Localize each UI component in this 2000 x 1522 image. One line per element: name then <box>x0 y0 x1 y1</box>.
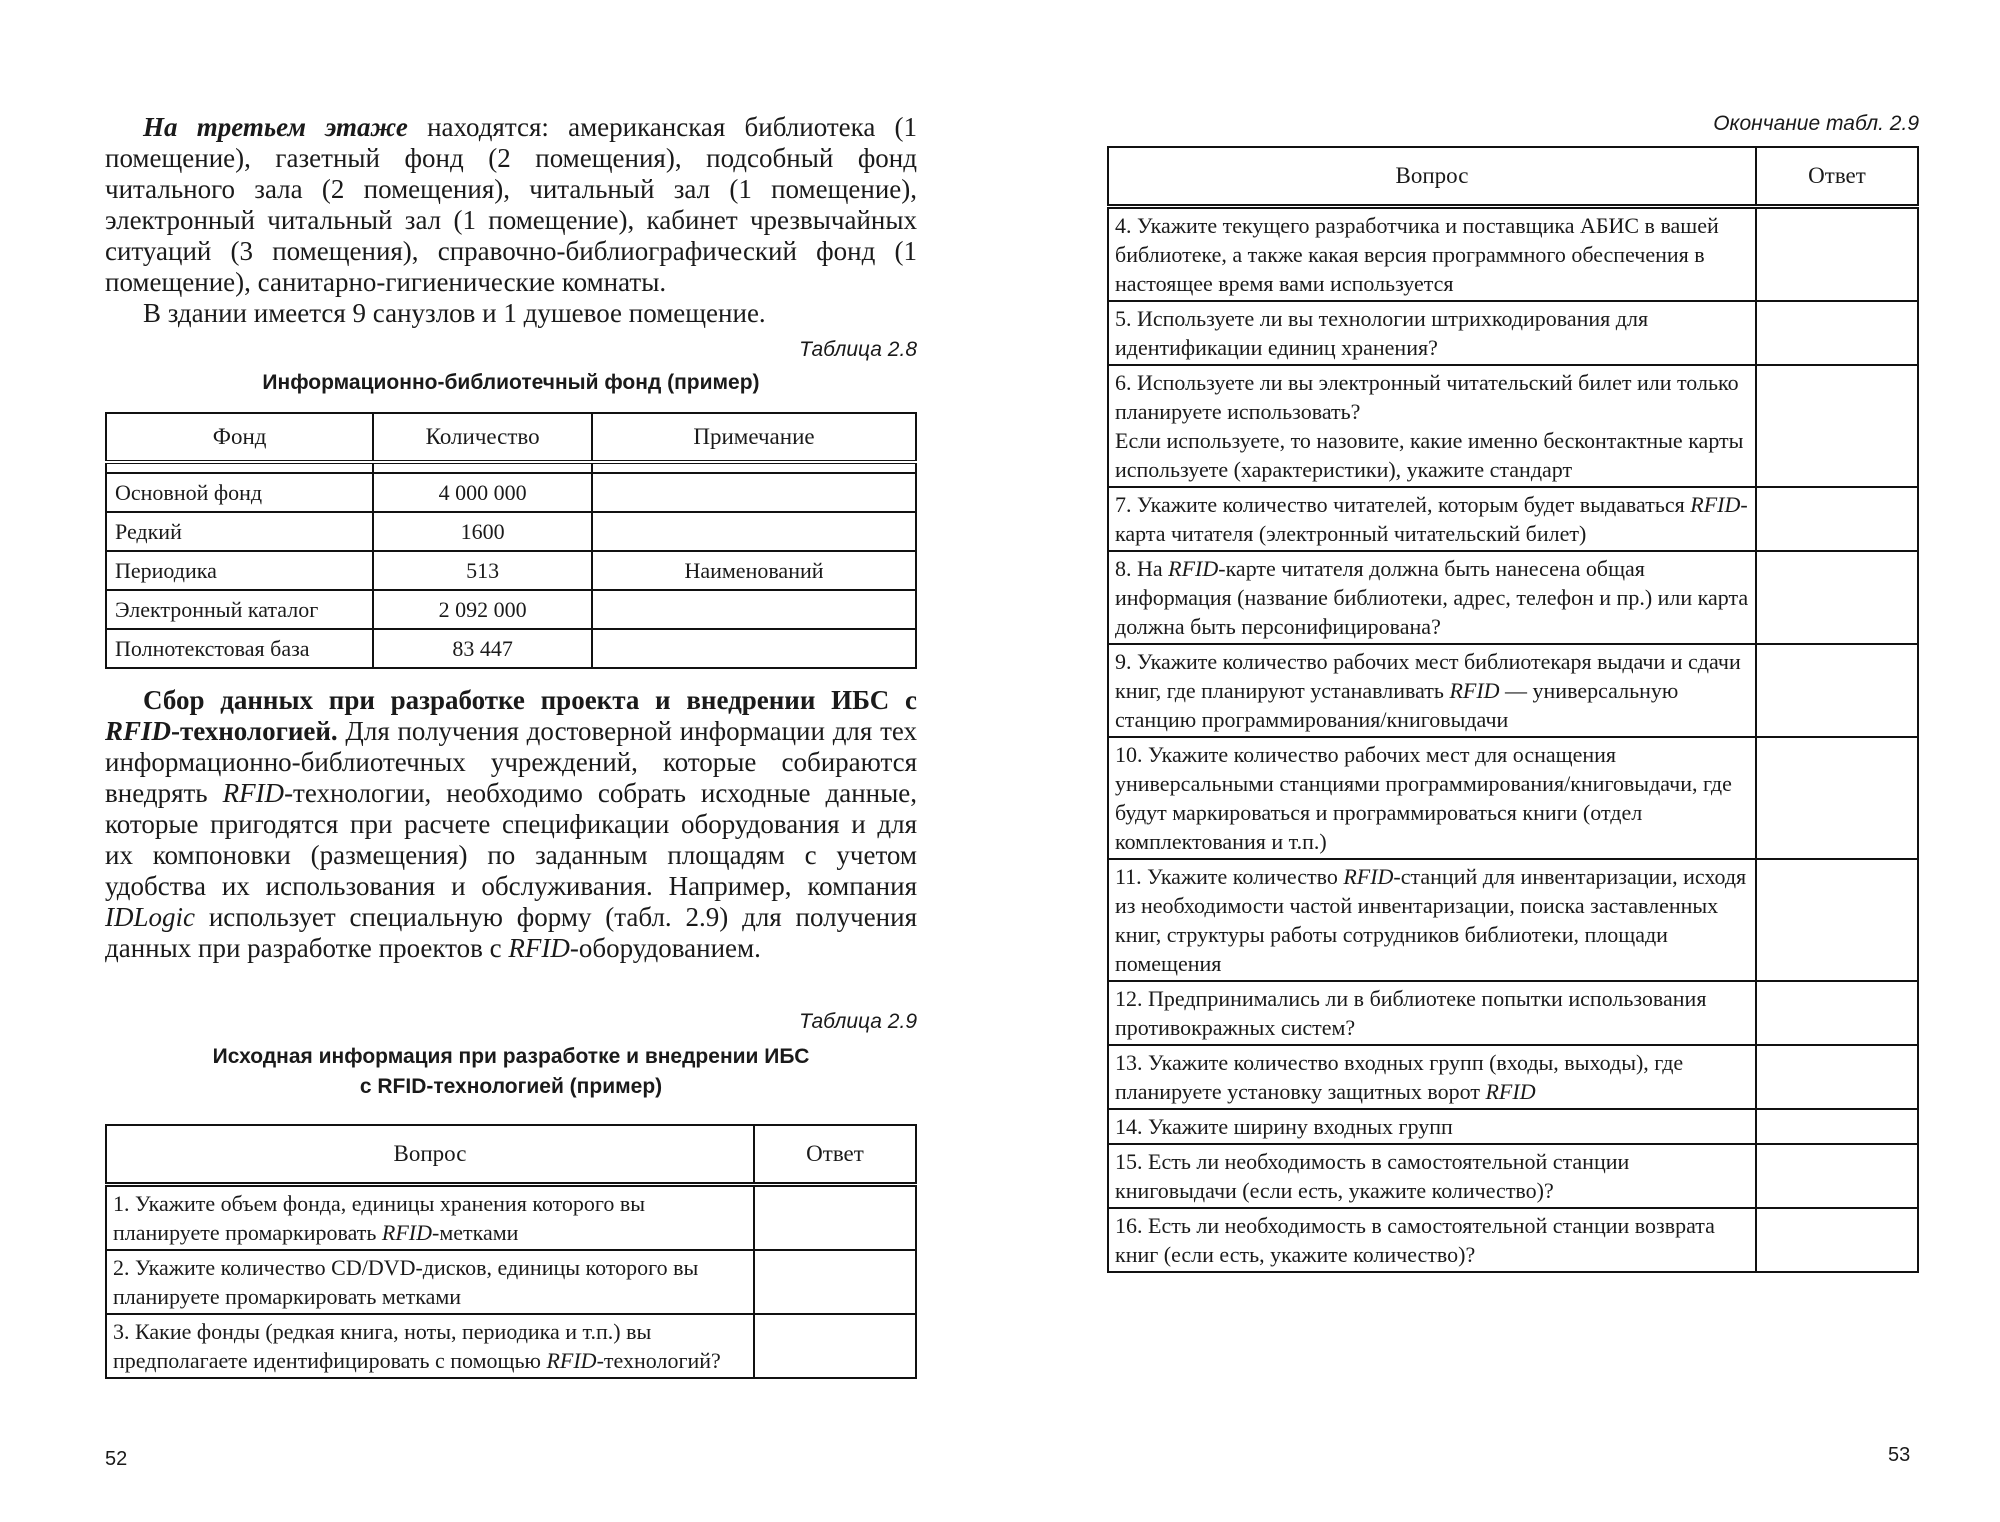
answer-cell[interactable] <box>1756 487 1918 551</box>
question-text: 14. Укажите ширину входных групп <box>1115 1114 1453 1139</box>
fund-cell-name: Полнотекстовая база <box>106 629 373 668</box>
qa-table-left <box>105 1124 917 1379</box>
question-text: 8. На <box>1115 556 1169 581</box>
answer-cell[interactable] <box>1756 859 1918 981</box>
question-text: -станций для инвентаризации, исходя из необходимости частой инвентаризации, поиска заставленных книг, структуры работы сотрудников библиотеки, площади помещения <box>1115 864 1747 976</box>
answer-cell[interactable] <box>1756 1045 1918 1109</box>
qa-left-header-answer: Ответ <box>754 1125 916 1185</box>
question-cell <box>106 1185 754 1251</box>
question-cell <box>1108 551 1756 644</box>
answer-cell[interactable] <box>1756 301 1918 365</box>
table-2-9-block <box>105 1010 917 1379</box>
question-text: 11. Укажите количество <box>1115 864 1344 889</box>
table-2-9-title <box>105 1042 917 1102</box>
question-rfid-term: RFID <box>1690 492 1741 517</box>
fund-table-body <box>106 462 916 668</box>
paragraph-sanitary: В здании имеется 9 санузлов и 1 душевое помещение. <box>143 298 766 328</box>
left-text-block-2 <box>105 685 917 964</box>
question-row <box>1108 551 1918 644</box>
answer-cell[interactable] <box>1756 365 1918 487</box>
question-row <box>1108 1109 1918 1144</box>
table-2-9-caption: Таблица 2.9 <box>799 1010 917 1033</box>
paragraph-data-collection <box>105 685 917 964</box>
question-text: 10. Укажите количество рабочих мест для оснащения универсальными станциями программирования/книговыдачи, где будут маркироваться и программироваться книги (отдел комплектования и т.п.) <box>1115 742 1732 854</box>
answer-cell[interactable] <box>754 1250 916 1314</box>
question-row <box>1108 301 1918 365</box>
fund-cell-name: Периодика <box>106 551 373 590</box>
dc-text-1: Для получения достоверной информации для тех информационно-библиотечных учреждений, которые собираются внедрять <box>105 716 917 808</box>
page-number-left: 52 <box>105 1448 128 1470</box>
question-text: 1. Укажите объем фонда, единицы хранения которого вы планируете промаркировать <box>113 1191 646 1245</box>
answer-cell[interactable] <box>1756 737 1918 859</box>
question-text: 16. Есть ли необходимость в самостоятельной станции возврата книг (если есть, укажите количество)? <box>1115 1213 1715 1267</box>
right-table-block <box>1107 112 1919 1273</box>
fund-cell-qty: 4 000 000 <box>373 473 592 512</box>
answer-cell[interactable] <box>754 1314 916 1378</box>
question-cell <box>106 1314 754 1378</box>
lead-rfid: RFID <box>105 716 172 746</box>
qa-table-right <box>1107 146 1919 1273</box>
fund-cell-note: Наименований <box>592 551 916 590</box>
question-cell <box>1108 859 1756 981</box>
third-floor-text: находятся: американская библиотека (1 помещение), газетный фонд (2 помещения), подсобный фонд читального зала (2 помещения), читальный зал (1 помещение), электронный читальный зал (1 помещение), кабинет чрезвычайных ситуаций (3 помещения), справочно-библиографический фонд (1 помещение), санитарно-гигиенические комнаты. <box>105 112 918 297</box>
page-number-right: 53 <box>1888 1444 1911 1466</box>
fund-row <box>106 590 916 629</box>
answer-cell[interactable] <box>1756 1208 1918 1272</box>
fund-cell-note <box>592 590 916 629</box>
question-text: 9. Укажите количество рабочих мест библиотекаря выдачи и сдачи книг, где планируют устанавливать <box>1115 649 1741 703</box>
qa-left-header-question: Вопрос <box>106 1125 754 1185</box>
dc-text-3: использует специальную форму (табл. 2.9) для получения данных при разработке проектов с <box>105 902 917 963</box>
question-text: 3. Какие фонды (редкая книга, ноты, периодика и т.п.) вы предполагаете идентифицировать с помощью <box>113 1319 652 1373</box>
fund-cell-note <box>592 473 916 512</box>
answer-cell[interactable] <box>1756 981 1918 1045</box>
question-row <box>1108 981 1918 1045</box>
qa-right-header-question: Вопрос <box>1108 147 1756 207</box>
question-text: -карте читателя должна быть нанесена общая информация (название библиотеки, адрес, телефон и пр.) или карта должна быть персонифицирована? <box>1115 556 1749 639</box>
qa-right-header-answer: Ответ <box>1756 147 1918 207</box>
fund-row <box>106 512 916 551</box>
dc-rfid-2: RFID <box>508 933 570 963</box>
answer-cell[interactable] <box>1756 1109 1918 1144</box>
qa-right-body <box>1108 207 1918 1273</box>
fund-cell-note <box>592 629 916 668</box>
question-cell <box>1108 737 1756 859</box>
question-cell <box>1108 1144 1756 1208</box>
fund-cell-name: Основной фонд <box>106 473 373 512</box>
question-cell <box>106 1250 754 1314</box>
question-extra-text: Если используете, то назовите, какие именно бесконтактные карты используете (характеристики), укажите стандарт <box>1115 428 1744 482</box>
answer-cell[interactable] <box>754 1185 916 1251</box>
question-row <box>1108 737 1918 859</box>
fund-cell-qty: 83 447 <box>373 629 592 668</box>
fund-header-fond: Фонд <box>106 413 373 462</box>
question-row <box>1108 1208 1918 1272</box>
question-text: 2. Укажите количество CD/DVD-дисков, единицы которого вы планируете промаркировать метками <box>113 1255 699 1309</box>
fund-table-separator <box>106 462 916 473</box>
question-rfid-term: RFID <box>381 1220 433 1245</box>
fund-cell-qty: 513 <box>373 551 592 590</box>
question-text: — универсальную станцию программирования/книговыдачи <box>1115 678 1679 732</box>
question-cell <box>1108 1208 1756 1272</box>
answer-cell[interactable] <box>1756 551 1918 644</box>
question-text: 6. Используете ли вы электронный читательский билет или только планируете использовать? <box>1115 370 1739 424</box>
question-text: -метками <box>432 1220 519 1245</box>
question-row <box>1108 487 1918 551</box>
question-text: 4. Укажите текущего разработчика и поставщика АБИС в вашей библиотеке, а также какая версия программного обеспечения в настоящее время вами используется <box>1115 213 1719 296</box>
question-cell <box>1108 365 1756 487</box>
question-row <box>1108 859 1918 981</box>
question-row <box>1108 365 1918 487</box>
continuation-caption: Окончание табл. 2.9 <box>1713 112 1919 135</box>
question-rfid-term: RFID <box>1485 1079 1536 1104</box>
fund-cell-qty: 2 092 000 <box>373 590 592 629</box>
table-2-9-title-line1: Исходная информация при разработке и внедрении ИБС <box>212 1045 810 1068</box>
question-text: 15. Есть ли необходимость в самостоятельной станции книговыдачи (если есть, укажите количество)? <box>1115 1149 1630 1203</box>
fund-row <box>106 551 916 590</box>
fund-cell-name: Редкий <box>106 512 373 551</box>
question-cell <box>1108 1109 1756 1144</box>
lead-part-a: Сбор данных при разработке проекта и внедрении ИБС с <box>143 685 917 715</box>
dc-text-2: -технологии, необходимо собрать исходные данные, которые пригодятся при расчете спецификации оборудования и для их компоновки (размещения) по заданным площадям с учетом удобства их использования и обслуживания. Например, компания <box>105 778 917 901</box>
separator-cell <box>373 462 592 473</box>
question-cell <box>1108 1045 1756 1109</box>
fund-cell-name: Электронный каталог <box>106 590 373 629</box>
dc-idlogic: IDLogic <box>105 902 195 932</box>
fund-row <box>106 473 916 512</box>
table-2-9-title-line2: с RFID-технологией (пример) <box>359 1075 663 1098</box>
paragraph-third-floor <box>105 112 917 298</box>
question-text: 5. Используете ли вы технологии штрихкодирования для идентификации единиц хранения? <box>1115 306 1649 360</box>
answer-cell[interactable] <box>1756 1144 1918 1208</box>
question-rfid-term: RFID <box>546 1348 597 1373</box>
separator-cell <box>106 462 373 473</box>
lead-part-b: -технологией. <box>171 716 338 746</box>
dc-rfid-1: RFID <box>222 778 285 808</box>
question-rfid-term: RFID <box>1449 678 1500 703</box>
left-text-block <box>105 112 917 329</box>
table-2-8-block <box>105 338 917 669</box>
right-page <box>1000 0 2000 1522</box>
fund-cell-note <box>592 512 916 551</box>
question-cell <box>1108 487 1756 551</box>
fund-table <box>105 412 917 669</box>
question-row <box>106 1314 916 1378</box>
third-floor-lead: На третьем этаже <box>143 112 408 142</box>
question-row <box>1108 1045 1918 1109</box>
fund-header-note: Примечание <box>592 413 916 462</box>
question-cell <box>1108 207 1756 302</box>
question-text: 12. Предпринимались ли в библиотеке попытки использования противокражных систем? <box>1115 986 1707 1040</box>
fund-header-qty: Количество <box>373 413 592 462</box>
table-2-8-caption: Таблица 2.8 <box>799 338 917 361</box>
question-text: 7. Укажите количество читателей, которым будет выдаваться <box>1115 492 1691 517</box>
question-rfid-term: RFID <box>1343 864 1394 889</box>
separator-cell <box>592 462 916 473</box>
question-cell <box>1108 644 1756 737</box>
question-row <box>106 1250 916 1314</box>
answer-cell[interactable] <box>1756 207 1918 302</box>
fund-row <box>106 629 916 668</box>
question-text: 13. Укажите количество входных групп (входы, выходы), где планируете установку защитных ворот <box>1115 1050 1684 1104</box>
question-row <box>106 1185 916 1251</box>
question-rfid-term: RFID <box>1168 556 1219 581</box>
question-row <box>1108 644 1918 737</box>
question-row <box>1108 1144 1918 1208</box>
dc-text-4: -оборудованием. <box>569 933 761 963</box>
qa-left-body <box>106 1185 916 1379</box>
answer-cell[interactable] <box>1756 644 1918 737</box>
fund-cell-qty: 1600 <box>373 512 592 551</box>
question-cell <box>1108 981 1756 1045</box>
table-2-8-title: Информационно-библиотечный фонд (пример) <box>262 371 760 394</box>
question-text: -карта читателя (электронный читательский билет) <box>1115 492 1748 546</box>
question-text: -технологий? <box>596 1348 721 1373</box>
question-row <box>1108 207 1918 302</box>
question-cell <box>1108 301 1756 365</box>
